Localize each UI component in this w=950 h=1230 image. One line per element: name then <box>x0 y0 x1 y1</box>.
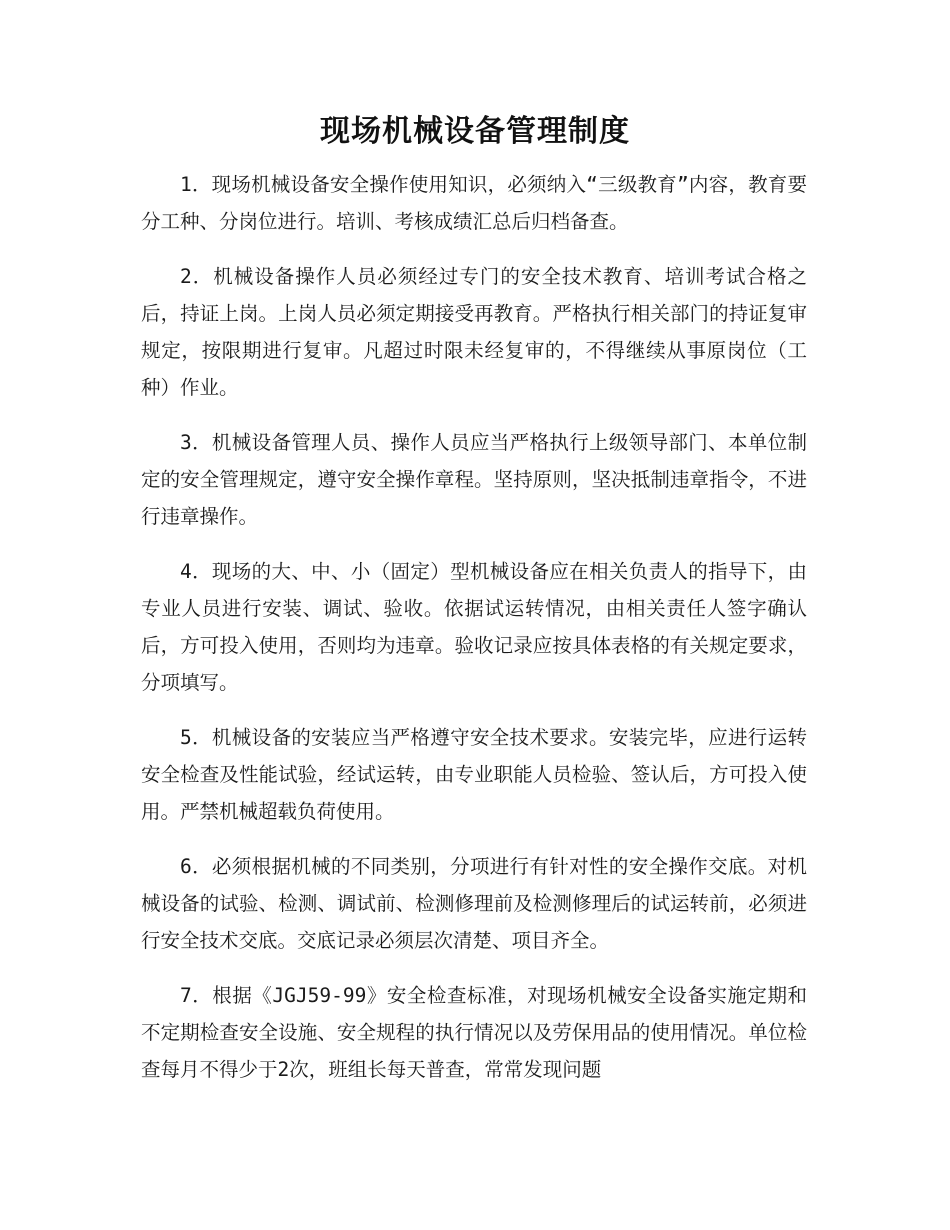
paragraph-1: 1．现场机械设备安全操作使用知识，必须纳入“三级教育”内容，教育要分工种、分岗位进行。培训、考核成绩汇总后归档备查。 <box>141 173 807 233</box>
paragraph-2: 2．机械设备操作人员必须经过专门的安全技术教育、培训考试合格之后，持证上岗。上岗人员必须定期接受再教育。严格执行相关部门的持证复审规定，按限期进行复审。凡超过时限未经复审的，不得继续从事原岗位（工种）作业。 <box>141 265 807 399</box>
paragraph-3: 3．机械设备管理人员、操作人员应当严格执行上级领导部门、本单位制定的安全管理规定，遵守安全操作章程。坚持原则，坚决抵制违章指令，不进行违章操作。 <box>141 431 807 528</box>
paragraph-6: 6．必须根据机械的不同类别，分项进行有针对性的安全操作交底。对机械设备的试验、检测、调试前、检测修理前及检测修理后的试运转前，必须进行安全技术交底。交底记录必须层次清楚、项目齐全。 <box>141 855 807 952</box>
paragraph-5: 5．机械设备的安装应当严格遵守安全技术要求。安装完毕，应进行运转安全检查及性能试验，经试运转，由专业职能人员检验、签认后，方可投入使用。严禁机械超载负荷使用。 <box>141 726 807 823</box>
document-title: 现场机械设备管理制度 <box>320 114 630 149</box>
document-body <box>141 166 807 1106</box>
paragraph-7: 7．根据《JGJ59-99》安全检查标准，对现场机械安全设备实施定期和不定期检查安全设施、安全规程的执行情况以及劳保用品的使用情况。单位检查每月不得少于2次，班组长每天普查，常常发现问题 <box>141 984 807 1081</box>
paragraph-4: 4．现场的大、中、小（固定）型机械设备应在相关负责人的指导下，由专业人员进行安装、调试、验收。依据试运转情况，由相关责任人签字确认后，方可投入使用，否则均为违章。验收记录应按具体表格的有关规定要求，分项填写。 <box>141 560 807 694</box>
